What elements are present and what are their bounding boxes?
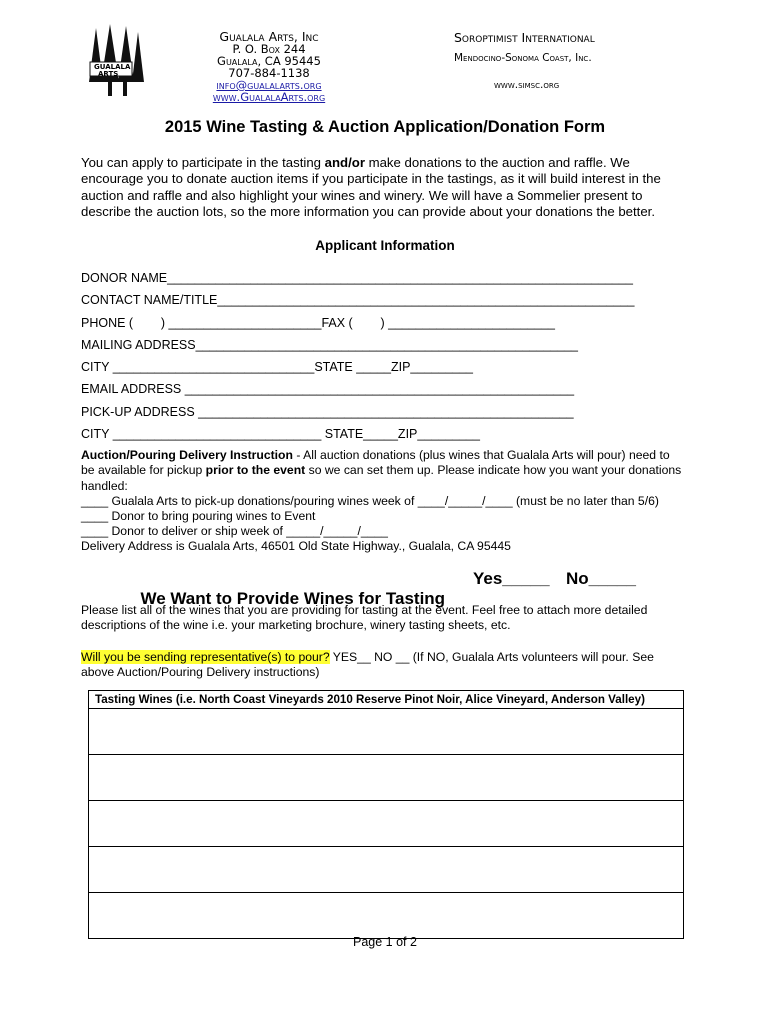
delivery-text-2: so we can set them up. Please indicate how you want your donations handled: (81, 463, 682, 493)
page-number: Page 1 of 2 (353, 935, 417, 949)
rep-question-rest[interactable]: YES__ NO __ (If NO, Gualala Arts volunteers will pour. See above Auction/Pouring Delivery instructions) (81, 650, 654, 680)
email-address-field[interactable]: EMAIL ADDRESS ________________________________________________________ (81, 382, 575, 396)
delivery-address: Delivery Address is Gualala Arts, 46501 Old State Highway., Gualala, CA 95445 (81, 539, 511, 553)
logo-text-1: GUALALA (94, 63, 131, 71)
delivery-label: Auction/Pouring Delivery Instruction (81, 448, 293, 462)
pickup-city-state-zip-field[interactable]: CITY ______________________________ STATE_____ZIP_________ (81, 427, 480, 441)
logo-text-2: ARTS (98, 70, 119, 78)
form-title: 2015 Wine Tasting & Auction Application/Donation Form (164, 118, 606, 136)
wines-heading-text: We Want to Provide Wines for Tasting (140, 589, 446, 608)
rep-question (81, 650, 686, 681)
delivery-instructions (81, 448, 686, 494)
table-header: Tasting Wines (i.e. North Coast Vineyards 2010 Reserve Pinot Noir, Alice Vineyard, Anderson Valley) (89, 691, 684, 709)
city-line: Gualala, CA 95445 (217, 54, 321, 68)
wines-list-text: Please list all of the wines that you are providing for tasting at the event. Feel free to attach more detailed descriptions of the wine i.e. your marketing brochure, winery tasting sheets, etc. (81, 603, 648, 633)
delivery-bold: prior to the event (205, 463, 306, 478)
wines-yes[interactable]: Yes_____ (473, 569, 550, 588)
po-box: P. O. Box 244 (232, 42, 306, 56)
website-link[interactable]: www.GualalaArts.org (212, 90, 326, 104)
left-header (198, 30, 340, 103)
right-header (454, 30, 634, 91)
right-org-name: Soroptimist International (454, 30, 595, 45)
contact-name-field[interactable]: CONTACT NAME/TITLE____________________________________________________________ (81, 293, 635, 307)
mailing-address-field[interactable]: MAILING ADDRESS_______________________________________________________ (81, 338, 578, 352)
delivery-option-bring[interactable]: ____ Donor to bring pouring wines to Event (81, 509, 316, 523)
right-website: www.simsc.org (494, 79, 560, 91)
table-row[interactable] (89, 755, 684, 801)
tasting-wines-table (88, 690, 684, 939)
intro-paragraph (81, 155, 691, 220)
city-state-zip-field[interactable]: CITY _____________________________STATE _____ZIP_________ (81, 360, 473, 374)
pickup-address-field[interactable]: PICK-UP ADDRESS ______________________________________________________ (81, 405, 574, 419)
gualala-arts-logo (86, 24, 148, 100)
intro-bold: and/or (324, 155, 365, 170)
right-region: Mendocino-Sonoma Coast, Inc. (454, 52, 592, 64)
table-row[interactable] (89, 801, 684, 847)
delivery-option-ship[interactable]: ____ Donor to deliver or ship week of _____/_____/____ (81, 524, 388, 538)
org-name: Gualala Arts, Inc (219, 29, 319, 44)
delivery-text-1: - All auction donations (plus wines that Gualala Arts will pour) need to be available for pickup (81, 448, 670, 478)
table-row[interactable] (89, 709, 684, 755)
delivery-option-pickup[interactable]: ____ Gualala Arts to pick-up donations/pouring wines week of ____/_____/____ (must be no later than 5/6) (81, 494, 659, 508)
intro-text-1: You can apply to participate in the tasting (81, 155, 325, 170)
table-row[interactable] (89, 847, 684, 893)
applicant-heading: Applicant Information (315, 238, 455, 253)
rep-question-highlight: Will you be sending representative(s) to pour? (81, 650, 330, 664)
donor-name-field[interactable]: DONOR NAME___________________________________________________________________ (81, 271, 633, 285)
table-row[interactable] (89, 893, 684, 939)
intro-text-2: make donations to the auction and raffle. We encourage you to donate auction items if you participate in the tastings, as it will build interest in the auction and raffle and also highlight your wines and winery. We will have a Sommelier present to describe the auction lots, so the more information you can provide about your donations the better. (81, 155, 661, 219)
phone-line: 707-884-1138 (228, 66, 310, 80)
email-link[interactable]: info@gualalarts.org (216, 78, 322, 92)
phone-fax-field[interactable]: PHONE ( ) ______________________FAX ( ) ________________________ (81, 316, 555, 330)
wines-no[interactable]: No_____ (566, 569, 636, 588)
